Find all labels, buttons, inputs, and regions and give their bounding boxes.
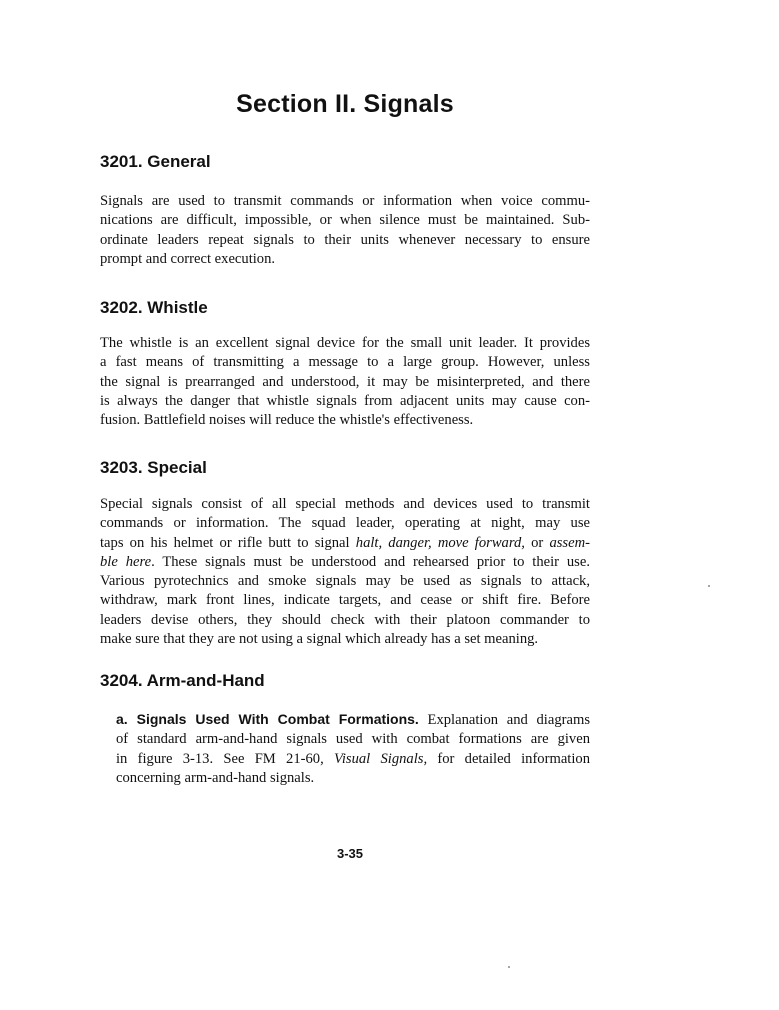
italic-text: Visual Signals, <box>334 750 428 767</box>
paragraph-line: is always the danger that whistle signals from adjacent units may cause con- <box>100 392 590 409</box>
section-title: Section II. Signals <box>236 90 454 118</box>
inline-text: in figure 3-13. See FM 21-60, <box>116 750 324 767</box>
heading-3204-arm-and-hand: 3204. Arm-and-Hand <box>100 671 265 690</box>
heading-3203-special: 3203. Special <box>100 458 207 477</box>
paragraph-line: prompt and correct execution. <box>100 250 276 267</box>
inline-text: or <box>524 534 550 551</box>
paragraph-3203 <box>100 495 590 649</box>
paragraph-line: Various pyrotechnics and smoke signals may be used as signals to attack, <box>100 573 590 590</box>
paragraph-3201 <box>100 192 590 269</box>
page-number: 3-35 <box>336 846 364 861</box>
paragraph-line: of standard arm-and-hand signals used with combat formations are given <box>116 731 590 748</box>
paragraph-line: nications are difficult, impossible, or when silence must be maintained. Sub- <box>100 212 590 229</box>
paragraph-3204a <box>116 710 590 788</box>
paragraph-line <box>100 553 590 572</box>
paragraph-3202 <box>100 334 590 430</box>
paragraph-line: ordinate leaders repeat signals to their units whenever necessary to ensure <box>100 231 590 248</box>
italic-text: ble here <box>100 553 152 570</box>
inline-text: for detailed information <box>427 750 591 767</box>
paragraph-line <box>116 710 590 730</box>
paragraph-line: concerning arm-and-hand signals. <box>116 769 315 786</box>
paragraph-line: commands or information. The squad leader, operating at night, may use <box>100 515 590 532</box>
scan-speck <box>508 966 510 968</box>
paragraph-line: The whistle is an excellent signal device for the small unit leader. It provides <box>100 335 590 351</box>
inline-text: . These signals must be understood and rehearsed prior to their use. <box>151 553 590 570</box>
paragraph-line: withdraw, mark front lines, indicate targets, and cease or shift fire. Before <box>100 592 590 609</box>
paragraph-line: a fast means of transmitting a message to a large group. However, unless <box>100 354 590 371</box>
inline-text: taps on his helmet or rifle butt to signal <box>100 534 350 551</box>
paragraph-line: fusion. Battlefield noises will reduce the whistle's effectiveness. <box>100 412 474 429</box>
italic-text: halt, danger, move forward, <box>355 534 525 551</box>
subheading: a. Signals Used With Combat Formations. <box>116 711 419 727</box>
paragraph-line: leaders devise others, they should check with their platoon commander to <box>100 611 590 628</box>
inline-text: Explanation and diagrams <box>418 712 591 728</box>
paragraph-line: the signal is prearranged and understood, it may be misinterpreted, and there <box>100 373 590 390</box>
paragraph-line: make sure that they are not using a signal which already has a set meaning. <box>100 631 539 648</box>
paragraph-line <box>100 534 590 553</box>
paragraph-line <box>116 750 590 769</box>
paragraph-line: Signals are used to transmit commands or information when voice commu- <box>100 193 590 209</box>
heading-3202-whistle: 3202. Whistle <box>100 298 208 317</box>
italic-text: assem- <box>549 534 590 551</box>
scan-speck <box>708 585 710 587</box>
paragraph-line: Special signals consist of all special methods and devices used to transmit <box>100 496 590 512</box>
heading-3201-general: 3201. General <box>100 152 211 171</box>
